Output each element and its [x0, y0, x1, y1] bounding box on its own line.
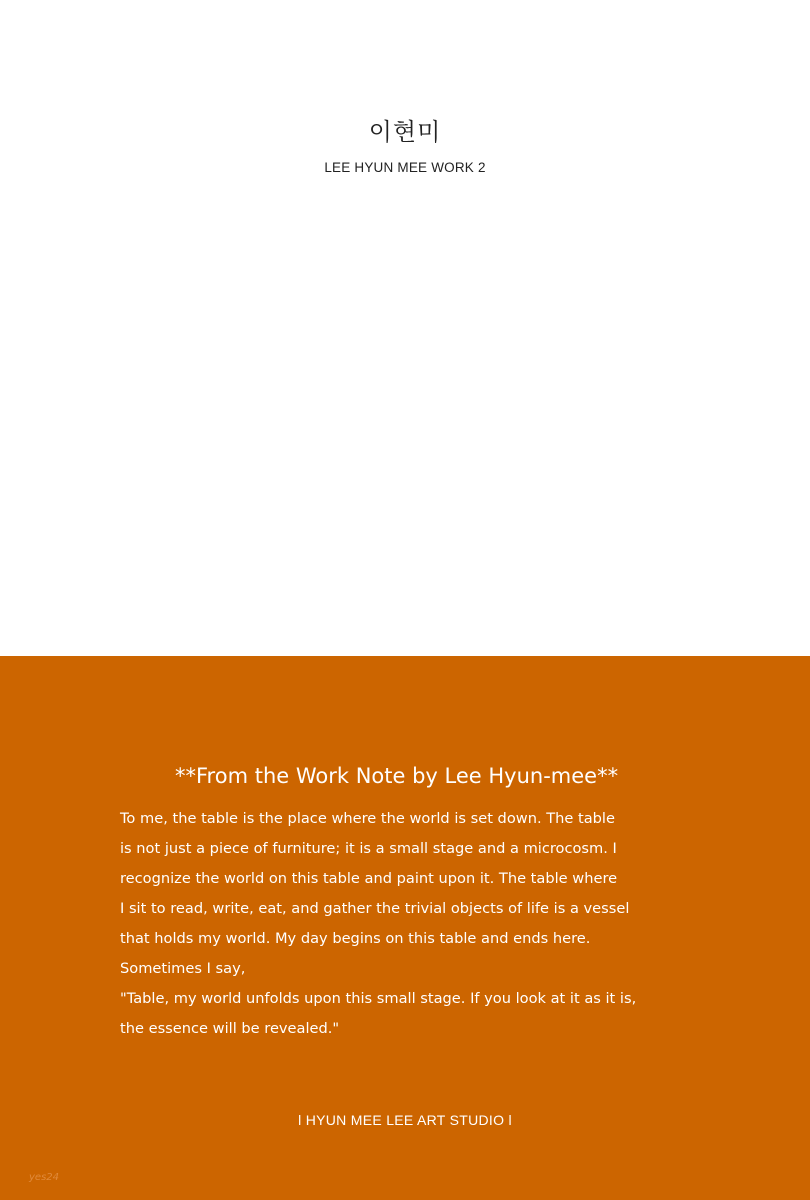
work-note-line: Sometimes I say, [120, 960, 246, 977]
watermark-logo: yes24 [29, 1172, 60, 1183]
work-note-line: To me, the table is the place where the world is set down. The table [120, 810, 615, 827]
work-note-line: I sit to read, write, eat, and gather the trivial objects of life is a vessel [120, 900, 630, 917]
book-subtitle: LEE HYUN MEE WORK 2 [324, 160, 486, 175]
work-note-line: that holds my world. My day begins on this table and ends here. [120, 930, 591, 947]
work-note-line: recognize the world on this table and paint upon it. The table where [120, 870, 618, 887]
work-note-line: "Table, my world unfolds upon this small stage. If you look at it as it is, [120, 990, 637, 1007]
studio-credit: l HYUN MEE LEE ART STUDIO l [298, 1112, 512, 1128]
work-note-line: the essence will be revealed." [120, 1020, 340, 1037]
work-note-line: is not just a piece of furniture; it is a small stage and a microcosm. I [120, 840, 617, 857]
work-note-panel [0, 656, 810, 1200]
work-note-heading: **From the Work Note by Lee Hyun-mee** [175, 764, 619, 788]
artist-name-korean: 이현미 [368, 118, 442, 146]
work-note-body [120, 804, 710, 1044]
